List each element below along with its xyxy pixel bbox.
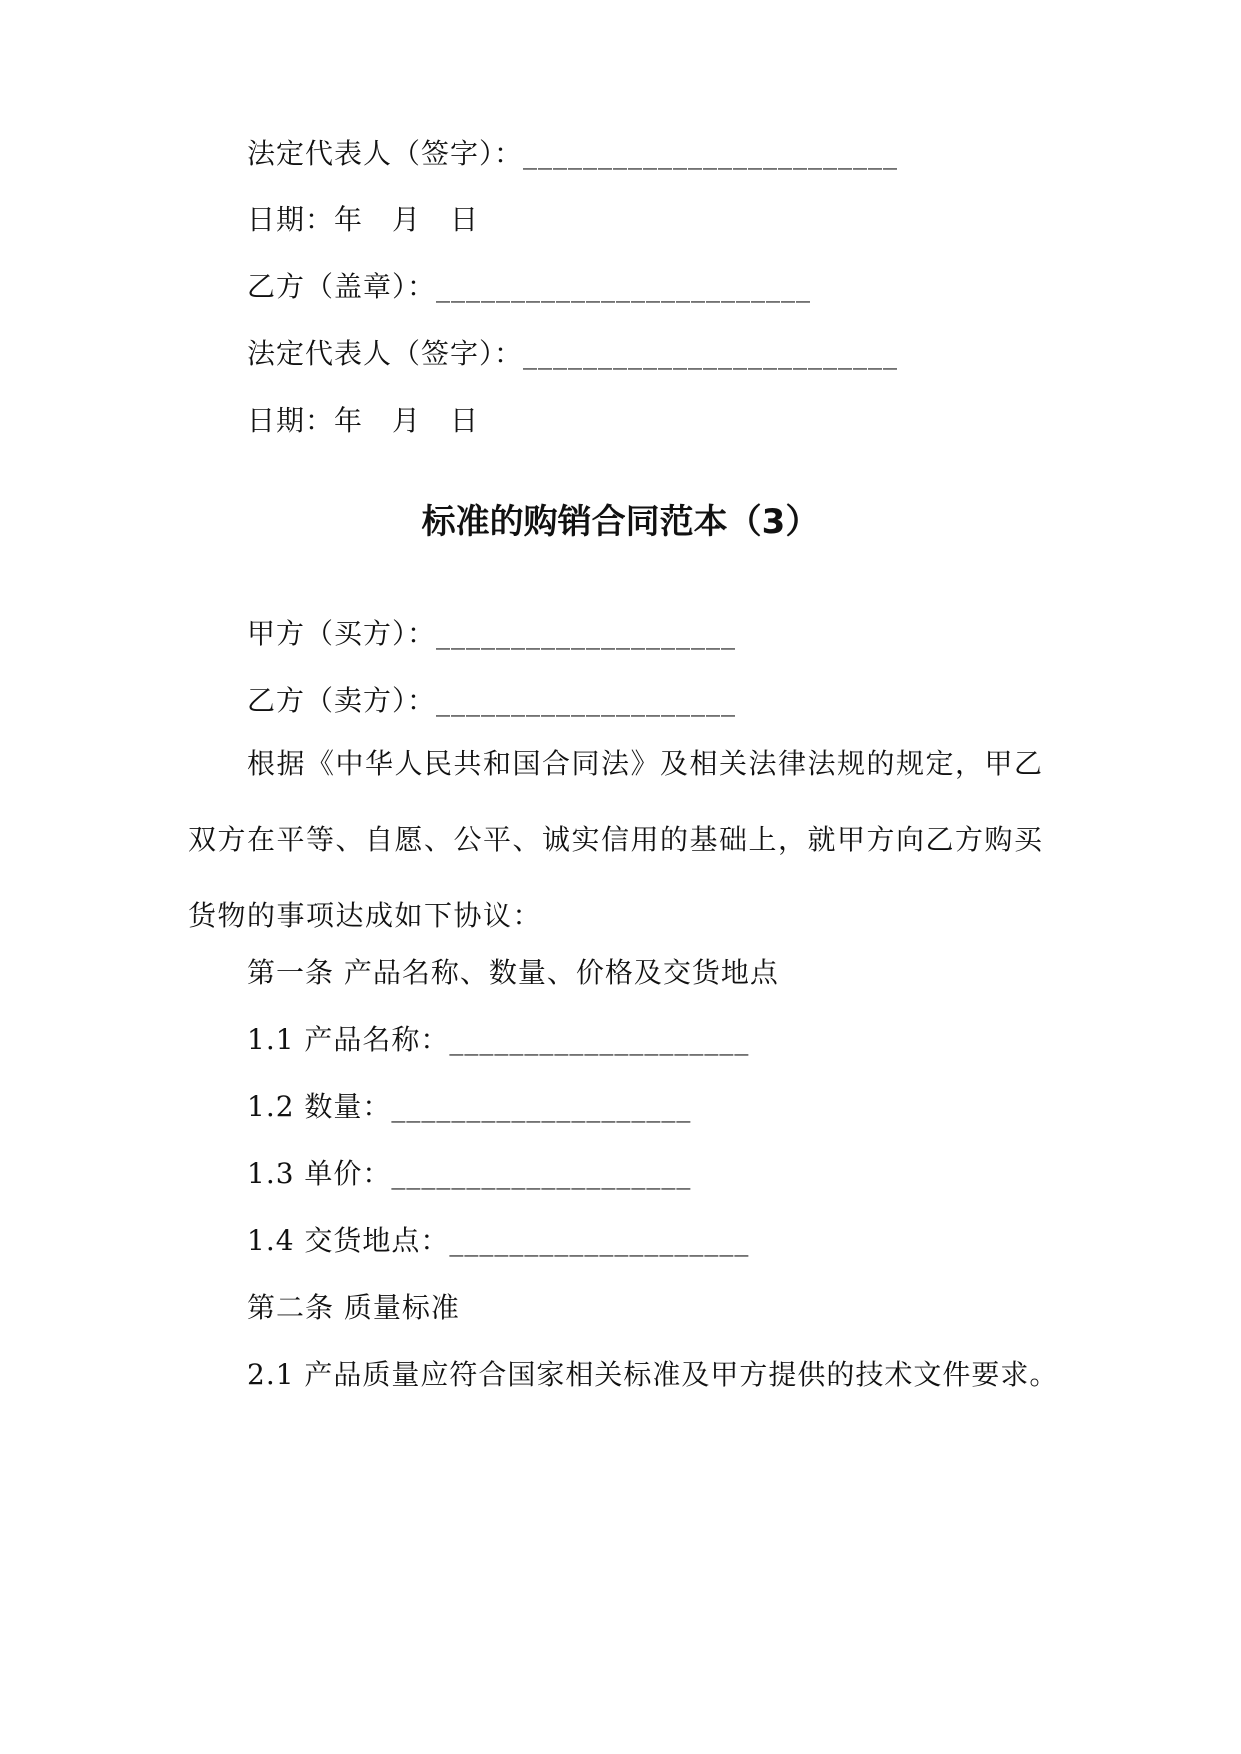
date-line: 日期：年 月 日 [247,404,480,437]
article-1-heading: 第一条 产品名称、数量、价格及交货地点 [247,956,779,989]
party-b-seal-line: 乙方（盖章）：_________________________ [247,270,812,303]
clause-1-1: 1.1 产品名称：____________________ [247,1023,750,1056]
legal-representative-signature-line: 法定代表人（签字）：_________________________ [247,337,899,370]
legal-representative-signature-line: 法定代表人（签字）：_________________________ [247,137,899,170]
party-b-line: 乙方（卖方）：____________________ [247,684,737,717]
date-line: 日期：年 月 日 [247,203,480,236]
preamble-paragraph: 根据《中华人民共和国合同法》及相关法律法规的规定，甲乙双方在平等、自愿、公平、诚实信用的基础上，就甲方向乙方购买货物的事项达成如下协议： [188,747,1044,932]
party-a-line: 甲方（买方）：____________________ [247,617,737,650]
article-2-heading: 第二条 质量标准 [247,1291,460,1324]
clause-1-4: 1.4 交货地点：____________________ [247,1224,750,1257]
clause-1-2: 1.2 数量：____________________ [247,1090,692,1123]
clause-1-3: 1.3 单价：____________________ [247,1157,692,1190]
clause-2-1: 2.1 产品质量应符合国家相关标准及甲方提供的技术文件要求。 [247,1358,1059,1391]
contract-title: 标准的购销合同范本（3） [421,502,820,542]
